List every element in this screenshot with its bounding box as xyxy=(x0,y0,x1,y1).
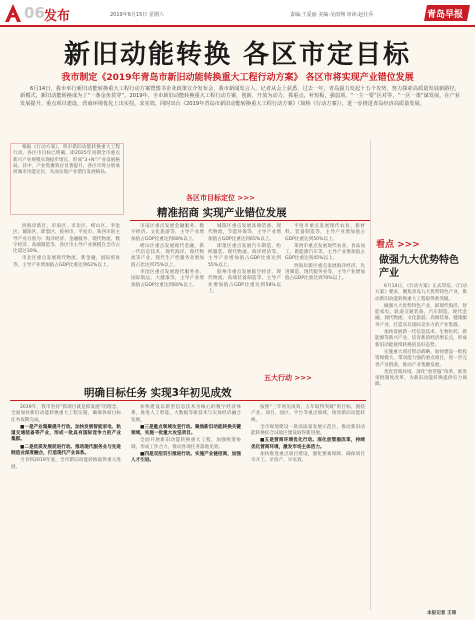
article2-col2 xyxy=(131,405,241,466)
article2-paragraph: 加快推进重点项目建设，强化要素保障，确保项目早开工、早投产、早见效。 xyxy=(251,452,365,464)
article1-col1 xyxy=(131,224,204,290)
info-box-paragraph: 西海岸新区、市南区、市北区、崂山区、李沧区、城阳区、即墨区、胶州市、平度市、莱西市的主导产业分别为：海洋经济、金融服务、现代物流、数字经济、高端制造等，各区市主导产业规模在全市占比超过30%。 xyxy=(13,224,120,255)
article2-paragraph: 全市规划建设一批高质量发展示范区，推动新旧动能转换综合试验区建设取得新进展。 xyxy=(251,424,365,437)
page-number: 06 xyxy=(24,4,45,22)
article1-paragraph: 莱西市重点发展现代农业、食品加工、新能源汽车等，主导产业增加值占GDP比重达到45%以上。 xyxy=(285,243,365,262)
article2-subhead: ■五是营商环境优化行动。深化放管服改革，持续优化营商环境，激发市场主体活力。 xyxy=(251,438,365,450)
info-box-paragraph: 根据《行动方案》，将市新旧动能转换重大工程行动，各区市目标已明确，即2025年同期全市重点新兴产业规模实现稳步增长，形成“3+N”产业发展格局。其中，产业集聚效应显著提升，各区市将分别承担城市功能定位，从而实现产业错位发展格局。 xyxy=(13,145,120,176)
brand-name: 青岛早报 xyxy=(427,10,464,20)
article2-paragraph: 全面开展新旧动能转换重大工程，加强统筹协调，形成工作合力，推动各项任务落地见效。 xyxy=(131,438,241,450)
article2-rule xyxy=(10,400,366,401)
article1-col3 xyxy=(285,224,365,284)
article1-paragraph: 平度市重点发展现代农业、新材料、装备制造等，主导产业增加值占GDP比重达到50%以上。 xyxy=(285,224,365,242)
article2-kicker: 五大行动 >>> xyxy=(264,374,313,382)
sidebar-kicker: 看点 >>> xyxy=(376,240,420,250)
article1-paragraph: 李沧区重点发展现代服务业、国际航运、大健康等，主导产业增加值占GDP比重达到60%以上。 xyxy=(131,270,204,288)
column-separator xyxy=(370,140,371,610)
article1-paragraph: 即墨区重点发展汽车制造、纺织服装、现代物流、海洋经济等，主导产业增加值占GDP比重达到55%以上。 xyxy=(208,243,281,268)
article2-col3 xyxy=(251,405,365,466)
article1-kicker: 各区市目标定位 >>> xyxy=(186,194,256,202)
article1-headline: 精准招商 实现产业错位发展 xyxy=(157,207,287,219)
sidebar-headline: 做强九大优势特色产业 xyxy=(379,255,459,279)
editor-credits: 责编:王爱丽 美编:吴雨翔 审读:赵仕乔 xyxy=(290,12,374,18)
article2-subhead: ■四是双招双引推进行动。实施产业链招商，加强人才引进。 xyxy=(131,452,241,464)
issue-date: 2019年6月15日 星期六 xyxy=(110,12,164,18)
sub-headline: 我市制定《2019年青岛市新旧动能转换重大工程行动方案》 各区市将实现产业错位发展 xyxy=(61,73,414,83)
article2-subhead: ■二是优质发展促进行动。推动现代服务业与先进制造业深度融合，打造现代产业体系。 xyxy=(11,444,121,457)
article1-paragraph: 城阳区重点发展高端装备、现代物流、节能环保等，主导产业增加值占GDP比重达到65%以上。 xyxy=(208,224,281,242)
article2-paragraph: 加快建设以新型信息技术为核心的数字经济体系，推进人工智能、大数据等新技术与实体经济融合发展。 xyxy=(131,405,241,423)
main-headline: 新旧动能转换 各区市定目标 xyxy=(63,40,412,70)
masthead-rule xyxy=(0,25,475,27)
article2-paragraph: 2019年，我市坚持“抓项目就是抓发展”的理念，全面加快新旧动能转换重大工程实施，确保各项目标任务按期完成。 xyxy=(11,405,121,423)
sidebar-paragraph: 优化营商环境，深化“放管服”改革，推进审批制度改革，为新旧动能转换提供有力保障。 xyxy=(375,369,467,388)
article2-paragraph: 按照“三年初见成效、五年取得突破”的目标，围绕产业、项目、园区、平台等重点领域，推进新旧动能转换。 xyxy=(251,405,365,423)
article2-col1 xyxy=(11,405,121,472)
info-box-paragraph: 市北区重点发展现代物流、新金融、国际贸易等，主导产业增加值占GDP比重达到62%以上。 xyxy=(13,256,120,268)
sidebar-paragraph: 加快发展新一代信息技术、生物医药、新能源等新兴产业，培育新的经济增长点，形成新旧动能接续转换的良好态势。 xyxy=(375,330,467,348)
info-box xyxy=(13,145,120,177)
byline: 本报记者 王琦 xyxy=(427,611,457,616)
sidebar-paragraph: 实施重大项目带动战略，加快建设一批投资规模大、带动能力强的重点项目，进一步完善产业链条，推动产业集聚发展。 xyxy=(375,349,467,368)
sidebar-body xyxy=(375,284,467,390)
article1-col2 xyxy=(208,224,281,296)
sidebar-paragraph: 6月14日，《行动方案》正式印发。《行动方案》要求，聚焦青岛九大优势特色产业，推动新旧动能转换重大工程取得新突破。 xyxy=(375,284,467,302)
article2-paragraph: 力争到2019年底，全市新旧动能转换取得重大进展。 xyxy=(11,458,121,470)
lead-paragraph: 6月14日，我市举行新旧动能转换重大工程行动方案暨图书企业政策宣介发布会，我市新闻发言人，记者从会上获悉，过去一年，青岛强力发起十五个攻势，努力探索高质量发展新路径，新模式，新旧动能转换成为了“一条金鱼贯穿”。2019年，全市新旧动能转换重大工程行动方案，创新，开放为动力，抓重点，补短板，强弱项，“一主一要”区对等，“一区一策”谋发展，在产业发展提升、重点项目建设，营商环境优化上出实招，求实效，同时出台《2019年青岛市新旧动能转换重大工程行动方案》（简称《行动方案》），进一步推进青岛经济高质量发展。 xyxy=(20,86,460,107)
paper-logo-icon xyxy=(4,3,22,23)
article2-subhead: ■三是重点领域攻坚行动。聚焦新旧动能转换关键领域，实施一批重大攻坚项目。 xyxy=(131,424,241,437)
info-box-continued xyxy=(13,224,120,270)
article1-paragraph: 胶州市重点发展临空经济、现代物流、高端装备制造等，主导产业增加值占GDP比重达到58%以上。 xyxy=(208,270,281,294)
article1-paragraph: 崂山区重点发展现代金融、新一代信息技术、现代海洋、现代物流等产业，现代生产性服务业增加值占比达到75%以上。 xyxy=(131,243,204,268)
article2-headline: 明确目标任务 实现3年初见成效 xyxy=(84,387,232,399)
article1-paragraph: 西海岸新区重点发展海洋经济、先进制造、现代服务业等，主导产业增加值占GDP比重达到70%以上。 xyxy=(285,263,365,282)
masthead-bar xyxy=(0,0,475,26)
article1-paragraph: 市南区重点发展金融服务、数字经济、文化旅游等，主导产业增加值占GDP比重达到68%以上。 xyxy=(131,224,204,242)
sidebar-paragraph: 做强九大优势特色产业，即现代海洋、智能家电、轨道交通装备、汽车制造、现代金融、现代物流、文化旅游、高端装备、健康服务产业，打造具有国际竞争力的产业集群。 xyxy=(375,303,467,328)
article2-subhead: ■一是产业集聚提升行动。加快发展智能家电、轨道交通装备等产业，形成一批具有国际竞争力的产业集群。 xyxy=(11,424,121,443)
section-name: 发布 xyxy=(44,9,71,24)
article1-rule xyxy=(130,220,370,221)
